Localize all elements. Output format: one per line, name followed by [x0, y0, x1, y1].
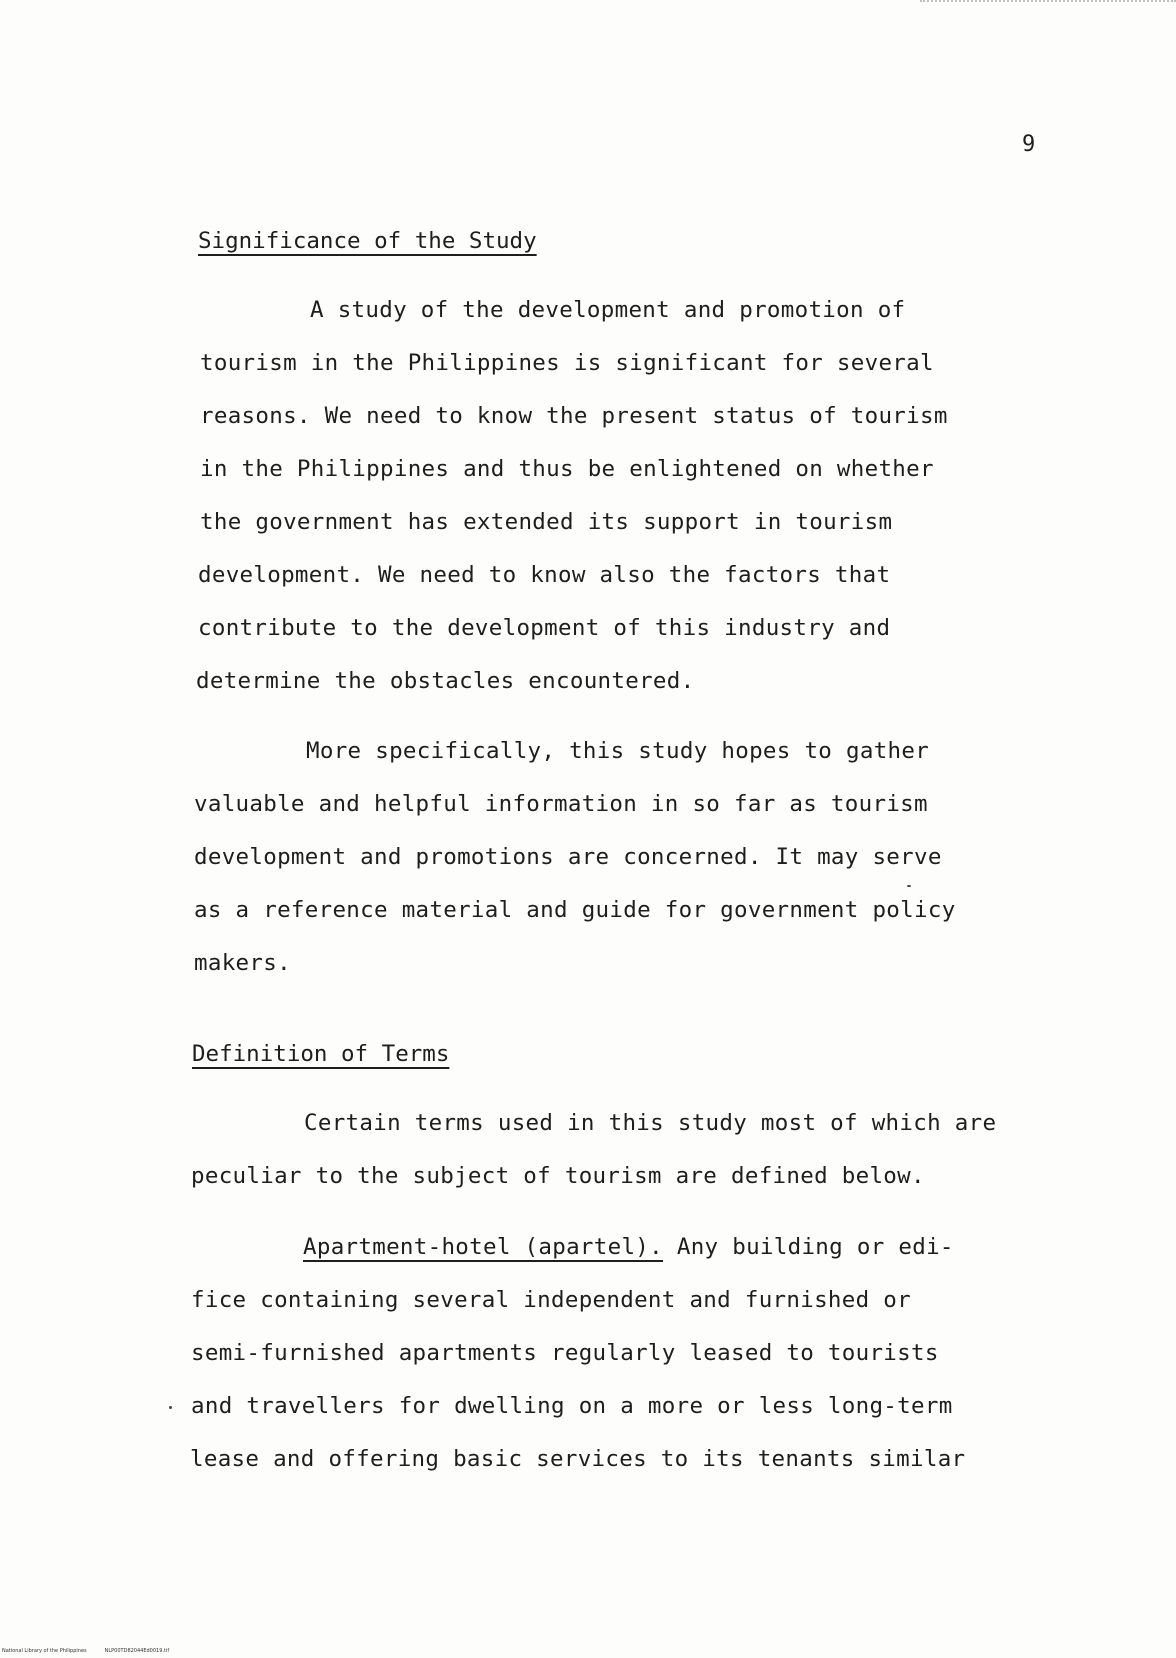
section-heading-definitions: Definition of Terms [192, 1041, 450, 1067]
section-heading-significance: Significance of the Study [198, 228, 537, 254]
definition-text: Any building or edi- [663, 1234, 954, 1260]
paragraph-line: A study of the development and promotion of [310, 297, 906, 323]
paragraph-line: makers. [194, 950, 291, 976]
paragraph-line: valuable and helpful information in so far as tourism [194, 791, 928, 817]
paragraph-line: development. We need to know also the factors that [198, 562, 891, 588]
paragraph-line: Certain terms used in this study most of which are [304, 1110, 997, 1136]
paragraph-line: development and promotions are concerned. It may serve [194, 844, 942, 870]
paragraph-line: the government has extended its support in tourism [200, 509, 893, 535]
scan-edge-mark [920, 0, 1176, 5]
scan-speck [907, 885, 911, 887]
paragraph-line: and travellers for dwelling on a more or less long-term [191, 1393, 953, 1419]
defined-term: Apartment-hotel (apartel). [303, 1234, 663, 1260]
paragraph-line: More specifically, this study hopes to gather [306, 738, 930, 764]
paragraph-line: peculiar to the subject of tourism are defined below. [191, 1163, 925, 1189]
paragraph-line: contribute to the development of this industry and [198, 615, 891, 641]
paragraph-line: lease and offering basic services to its tenants similar [190, 1446, 966, 1472]
footer-library: National Library of the Philippines [2, 1648, 87, 1654]
paragraph-line: tourism in the Philippines is significant for several [200, 350, 934, 376]
scan-speck [169, 1406, 172, 1409]
term-definition-first-line [303, 1234, 954, 1260]
page-number: 9 [1022, 132, 1036, 157]
footer-file-id: NLP00TD82044Ed0019.tif [104, 1648, 170, 1654]
scan-footer [2, 1648, 169, 1654]
paragraph-line: semi-furnished apartments regularly leased to tourists [191, 1340, 939, 1366]
paragraph-line: in the Philippines and thus be enlightened on whether [200, 456, 934, 482]
paragraph-line: fice containing several independent and furnished or [191, 1287, 911, 1313]
paragraph-line: reasons. We need to know the present status of tourism [200, 403, 948, 429]
paragraph-line: as a reference material and guide for government policy [194, 897, 956, 923]
paragraph-line: determine the obstacles encountered. [196, 668, 695, 694]
